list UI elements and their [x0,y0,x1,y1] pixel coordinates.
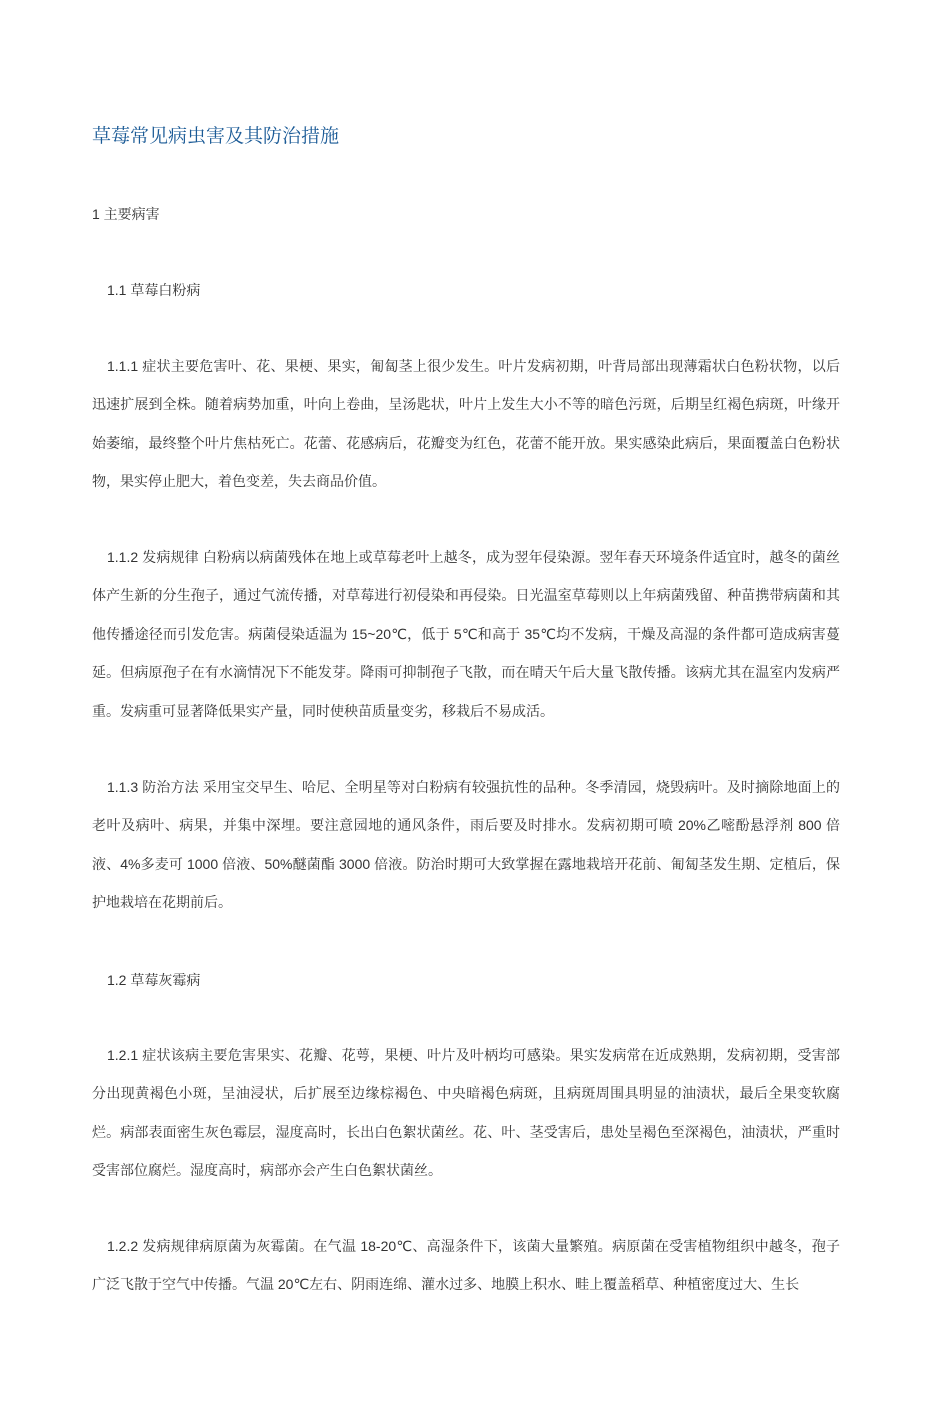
section-heading-1: 1 主要病害 [92,206,160,222]
subsection-heading-1-2: 1.2 草莓灰霉病 [107,972,201,988]
paragraph-1-1-2: 1.1.2 发病规律 白粉病以病菌残体在地上或草莓老叶上越冬，成为翌年侵染源。翌年春天环境条件适宜时，越冬的菌丝体产生新的分生孢子，通过气流传播，对草莓进行初侵染和再侵染。日光温室草莓则以上年病菌残留、种苗携带病菌和其他传播途径而引发危害。病菌侵染适温为 15~20℃，低于 5℃和高于 35℃均不发病，干燥及高湿的条件都可造成病害蔓延。但病原孢子在有水滴情况下不能发芽。降雨可抑制孢子飞散，而在晴天午后大量飞散传播。该病尤其在温室内发病严重。发病重可显著降低果实产量，同时使秧苗质量变劣，移栽后不易成活。 [92,549,840,719]
subsection-heading-1-1: 1.1 草莓白粉病 [107,282,201,298]
paragraph-1-2-2: 1.2.2 发病规律病原菌为灰霉菌。在气温 18-20℃、高湿条件下，该菌大量繁殖。病原菌在受害植物组织中越冬，孢子广泛飞散于空气中传播。气温 20℃左右、阴雨连绵、灌水过多、地膜上积水、畦上覆盖稻草、种植密度过大、生长 [92,1238,840,1293]
paragraph-1-2-1: 1.2.1 症状该病主要危害果实、花瓣、花萼，果梗、叶片及叶柄均可感染。果实发病常在近成熟期，发病初期，受害部分出现黄褐色小斑，呈油浸状，后扩展至边缘棕褐色、中央暗褐色病斑，且病斑周围具明显的油渍状，最后全果变软腐烂。病部表面密生灰色霉层，湿度高时，长出白色絮状菌丝。花、叶、茎受害后，患处呈褐色至深褐色，油渍状，严重时受害部位腐烂。湿度高时，病部亦会产生白色絮状菌丝。 [92,1047,840,1179]
paragraph-1-1-3: 1.1.3 防治方法 采用宝交早生、哈尼、全明星等对白粉病有较强抗性的品种。冬季清园，烧毁病叶。及时摘除地面上的老叶及病叶、病果，并集中深埋。要注意园地的通风条件，雨后要及时排水。发病初期可喷 20%乙嘧酚悬浮剂 800 倍液、4%多麦可 1000 倍液、50%醚菌酯 3000 倍液。防治时期可大致掌握在露地栽培开花前、匍匐茎发生期、定植后，保护地栽培在花期前后。 [92,779,840,911]
paragraph-1-1-1: 1.1.1 症状主要危害叶、花、果梗、果实，匍匐茎上很少发生。叶片发病初期，叶背局部出现薄霜状白色粉状物，以后迅速扩展到全株。随着病势加重，叶向上卷曲，呈汤匙状，叶片上发生大小不等的暗色污斑，后期呈红褐色病斑，叶缘开始萎缩，最终整个叶片焦枯死亡。花蕾、花感病后，花瓣变为红色，花蕾不能开放。果实感染此病后，果面覆盖白色粉状物，果实停止肥大，着色变差，失去商品价值。 [92,358,840,490]
document-title: 草莓常见病虫害及其防治措施 [92,126,340,147]
